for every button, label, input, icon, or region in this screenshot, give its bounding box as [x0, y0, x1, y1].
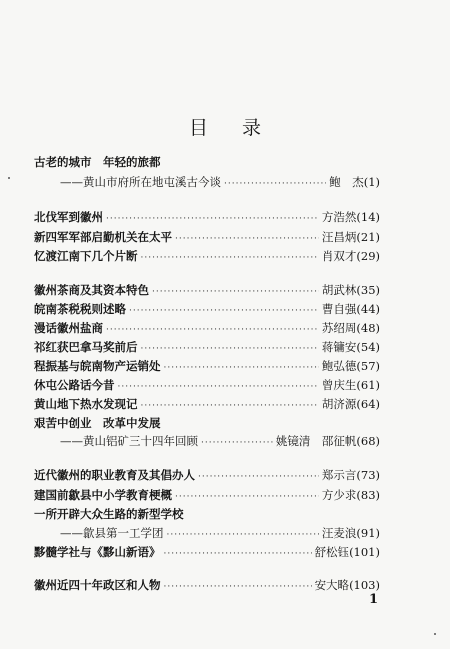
toc-entry — [34, 301, 380, 318]
leader-dots — [198, 469, 319, 486]
entry-author: 苏绍周 — [321, 321, 357, 335]
entry-title: 黄山地下热水发现记 — [34, 397, 138, 411]
leader-dots — [164, 579, 312, 596]
entry-title: ——黄山铝矿三十四年回顾 — [60, 434, 198, 448]
entry-title: 祁红获巴拿马奖前后 — [34, 340, 138, 354]
entry-title: 黟髓学社与《黟山新语》 — [34, 545, 161, 559]
entry-page: (103) — [349, 578, 380, 592]
entry-author: 曹自强 — [321, 302, 357, 316]
entry-author: 舒松钰 — [314, 545, 350, 559]
entry-author: 肖双才 — [321, 249, 357, 263]
entry-page: (57) — [356, 359, 380, 373]
scan-speck — [434, 633, 436, 635]
entry-author: 姚镜清 邵征帆 — [275, 434, 357, 448]
toc-entry — [34, 467, 380, 484]
entry-page: (14) — [356, 210, 380, 224]
toc-entry — [34, 415, 380, 432]
toc-entry — [34, 320, 380, 337]
entry-author: 方浩然 — [321, 210, 357, 224]
entry-title: 建国前歙县中小学教育梗概 — [34, 488, 172, 502]
entry-page: (29) — [356, 249, 380, 263]
leader-dots — [106, 211, 319, 228]
entry-page: (1) — [363, 175, 380, 189]
entry-title: 皖南茶税税则述略 — [34, 302, 126, 316]
leader-dots — [201, 435, 273, 452]
page-title: 目 录 — [188, 117, 276, 139]
leader-dots — [141, 398, 319, 415]
leader-dots — [175, 231, 319, 248]
leader-dots — [129, 303, 319, 320]
toc-entry — [34, 209, 380, 226]
leader-dots — [141, 341, 319, 358]
entry-page: (68) — [356, 434, 380, 448]
entry-title: 古老的城市 年轻的旅都 — [34, 155, 161, 169]
toc-entry — [34, 154, 380, 171]
leader-dots — [175, 489, 319, 506]
entry-title: 徽州近四十年政区和人物 — [34, 578, 161, 592]
toc-entry-subtitle — [60, 525, 380, 542]
toc-entry — [34, 487, 380, 504]
entry-author: 蒋镛安 — [321, 340, 357, 354]
entry-page: (35) — [356, 283, 380, 297]
leader-dots — [152, 284, 319, 301]
toc-entry — [34, 339, 380, 356]
leader-dots — [164, 546, 312, 563]
scan-speck — [8, 177, 10, 179]
toc-entry-subtitle — [60, 433, 380, 450]
entry-title: 北伐军到徽州 — [34, 210, 103, 224]
toc-entry-subtitle — [60, 174, 380, 191]
entry-author: 曾庆生 — [321, 378, 357, 392]
entry-title: 程振基与皖南物产运销处 — [34, 359, 161, 373]
entry-author: 鲍 杰 — [329, 175, 364, 189]
entry-page: (73) — [356, 468, 380, 482]
entry-author: 胡济源 — [321, 397, 357, 411]
toc-entry — [34, 544, 380, 561]
toc-entry — [34, 506, 380, 523]
entry-page: (48) — [356, 321, 380, 335]
entry-page: (61) — [356, 378, 380, 392]
entry-title: 忆渡江南下几个片断 — [34, 249, 138, 263]
entry-title: 徽州茶商及其资本特色 — [34, 283, 149, 297]
leader-dots — [167, 527, 319, 544]
leader-dots — [164, 360, 319, 377]
entry-page: (44) — [356, 302, 380, 316]
entry-author: 汪麦浪 — [321, 526, 357, 540]
toc-entry — [34, 377, 380, 394]
entry-page: (101) — [349, 545, 380, 559]
toc-entry — [34, 396, 380, 413]
entry-title: 漫话徽州盐商 — [34, 321, 103, 335]
entry-author: 郑示言 — [321, 468, 357, 482]
entry-title: 近代徽州的职业教育及其倡办人 — [34, 468, 195, 482]
entry-title: 新四军军部启勤机关在太平 — [34, 230, 172, 244]
entry-page: (91) — [356, 526, 380, 540]
entry-title: ——黄山市府所在地屯溪古今谈 — [60, 175, 221, 189]
entry-page: (83) — [356, 488, 380, 502]
entry-author: 鲍弘德 — [321, 359, 357, 373]
entry-author: 方少求 — [321, 488, 357, 502]
page-number: 1 — [369, 592, 379, 607]
entry-title: 休屯公路话今昔 — [34, 378, 115, 392]
entry-title: 艰苦中创业 改革中发展 — [34, 416, 161, 430]
entry-author: 汪昌炳 — [321, 230, 357, 244]
leader-dots — [224, 176, 326, 193]
entry-page: (21) — [356, 230, 380, 244]
entry-title: ——歙县第一工学团 — [60, 526, 164, 540]
entry-author: 安大略 — [314, 578, 350, 592]
entry-author: 胡武林 — [321, 283, 357, 297]
toc-entry — [34, 248, 380, 265]
entry-page: (54) — [356, 340, 380, 354]
leader-dots — [141, 250, 319, 267]
toc-entry — [34, 282, 380, 299]
leader-dots — [106, 322, 319, 339]
entry-page: (64) — [356, 397, 380, 411]
toc-entry — [34, 577, 380, 594]
leader-dots — [118, 379, 319, 396]
entry-title: 一所开辟大众生路的新型学校 — [34, 507, 184, 521]
toc-entry — [34, 229, 380, 246]
toc-entry — [34, 358, 380, 375]
